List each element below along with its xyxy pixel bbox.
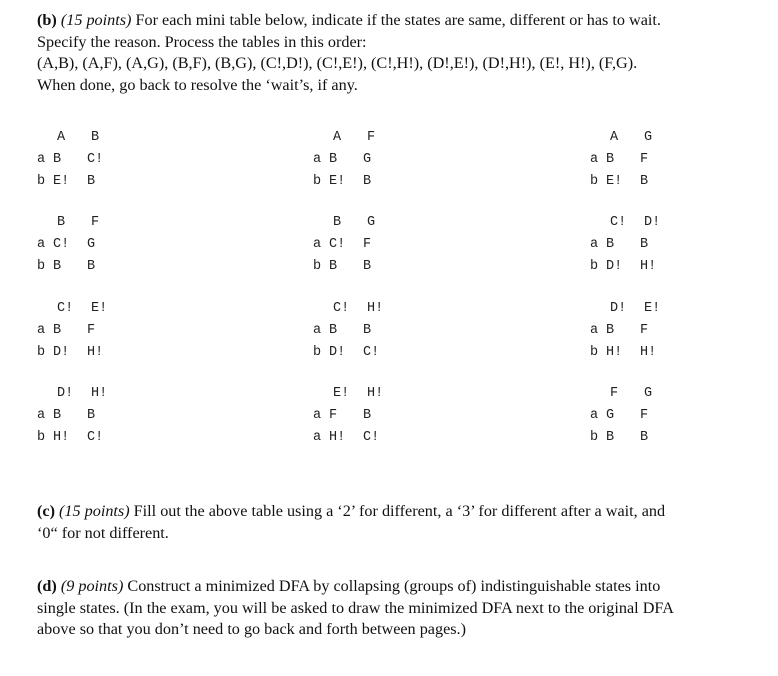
header-state-2: F [91,215,100,230]
header-state-1: A [610,130,619,145]
transition-state-2: G [87,236,96,252]
transition-state-1: H! [329,429,346,445]
transition-state-1: F [329,407,338,423]
section-d-line-1 [37,576,749,598]
input-symbol: b [37,344,46,360]
section-d-label: (d) [37,577,57,595]
transition-state-2: F [87,322,96,338]
input-symbol: b [590,258,599,274]
input-symbol: a [313,429,322,445]
header-state-1: C! [57,301,74,316]
header-state-2: F [367,130,376,145]
input-symbol: b [590,429,599,445]
section-b-line-2: Specify the reason. Process the tables in this order: [37,32,367,51]
header-state-1: C! [610,215,627,230]
transition-state-1: B [53,322,62,338]
header-state-1: D! [57,386,74,401]
transition-state-2: C! [87,429,104,445]
input-symbol: a [37,151,46,167]
transition-state-2: F [640,151,649,167]
transition-state-2: F [640,407,649,423]
header-state-1: B [57,215,66,230]
header-state-2: G [644,386,653,401]
section-d-line-3: above so that you don’t need to go back and forth between pages.) [37,620,466,638]
section-c-label: (c) [37,502,55,520]
section-d [37,576,749,641]
transition-state-2: B [640,429,649,445]
transition-state-1: D! [329,344,346,360]
input-symbol: a [37,407,46,423]
header-state-1: B [333,215,342,230]
transition-state-1: B [329,258,338,274]
transition-state-1: B [53,258,62,274]
transition-state-2: B [363,322,372,338]
header-state-2: D! [644,215,661,230]
section-b-line-3: (A,B), (A,F), (A,G), (B,F), (B,G), (C!,D!), (C!,E!), (C!,H!), (D!,E!), (D!,H!), (E!, H!), (F,G). [37,54,638,72]
transition-state-2: B [640,173,649,189]
section-c-line-2: ‘0“ for not different. [37,523,169,542]
transition-state-1: C! [329,236,346,252]
header-state-2: G [367,215,376,230]
transition-state-2: B [363,173,372,189]
header-state-1: D! [610,301,627,316]
input-symbol: a [37,236,46,252]
transition-state-1: B [606,429,615,445]
input-symbol: a [590,236,599,252]
input-symbol: b [37,173,46,189]
input-symbol: a [313,236,322,252]
section-d-points: (9 points) [60,577,124,595]
input-symbol: b [590,173,599,189]
section-b-line-1 [37,10,749,32]
transition-state-2: B [363,407,372,423]
transition-state-1: B [53,407,62,423]
transition-state-2: B [87,258,96,274]
header-state-2: E! [644,301,661,316]
input-symbol: b [590,344,599,360]
section-b-line-4: When done, go back to resolve the ‘wait’s, if any. [37,75,358,94]
input-symbol: a [590,322,599,338]
header-state-2: H! [367,301,384,316]
section-c-points: (15 points) [59,502,130,520]
header-state-2: E! [91,301,108,316]
transition-state-1: E! [53,173,70,189]
transition-state-1: B [53,151,62,167]
input-symbol: b [37,429,46,445]
transition-state-1: B [329,151,338,167]
transition-state-1: B [606,151,615,167]
section-b-label: (b) [37,11,57,29]
transition-state-1: C! [53,236,70,252]
header-state-2: H! [91,386,108,401]
section-c [37,501,749,544]
header-state-1: A [333,130,342,145]
transition-state-2: G [363,151,372,167]
transition-state-1: D! [53,344,70,360]
transition-state-2: B [640,236,649,252]
header-state-2: G [644,130,653,145]
input-symbol: a [590,151,599,167]
transition-state-2: B [363,258,372,274]
transition-state-1: E! [606,173,623,189]
header-state-1: C! [333,301,350,316]
transition-state-1: H! [606,344,623,360]
transition-state-2: C! [363,429,380,445]
transition-state-2: C! [87,151,104,167]
transition-state-1: B [606,322,615,338]
section-c-line-1 [37,501,749,523]
input-symbol: a [313,322,322,338]
section-d-line-2: single states. (In the exam, you will be asked to draw the minimized DFA next to the original DFA [37,598,674,617]
section-c-text-1: Fill out the above table using a ‘2’ for different, a ‘3’ for different after a wait, and [129,502,666,520]
section-b-text-1: For each mini table below, indicate if the states are same, different or has to wait. [131,11,661,29]
transition-state-2: F [363,236,372,252]
input-symbol: a [37,322,46,338]
transition-state-2: H! [640,258,657,274]
header-state-1: F [610,386,619,401]
header-state-2: H! [367,386,384,401]
transition-state-2: F [640,322,649,338]
transition-state-2: C! [363,344,380,360]
section-b-points: (15 points) [60,11,132,29]
transition-state-1: D! [606,258,623,274]
transition-state-2: H! [640,344,657,360]
section-d-text-1: Construct a minimized DFA by collapsing (groups of) indistinguishable states into [123,577,661,595]
transition-state-1: B [329,322,338,338]
transition-state-1: E! [329,173,346,189]
transition-state-2: H! [87,344,104,360]
transition-state-1: H! [53,429,70,445]
input-symbol: b [313,258,322,274]
section-b [37,10,749,96]
input-symbol: b [37,258,46,274]
header-state-1: E! [333,386,350,401]
transition-state-2: B [87,173,96,189]
input-symbol: b [313,173,322,189]
transition-state-1: G [606,407,615,423]
header-state-1: A [57,130,66,145]
header-state-2: B [91,130,100,145]
transition-state-1: B [606,236,615,252]
input-symbol: a [313,151,322,167]
transition-state-2: B [87,407,96,423]
input-symbol: a [590,407,599,423]
input-symbol: b [313,344,322,360]
input-symbol: a [313,407,322,423]
